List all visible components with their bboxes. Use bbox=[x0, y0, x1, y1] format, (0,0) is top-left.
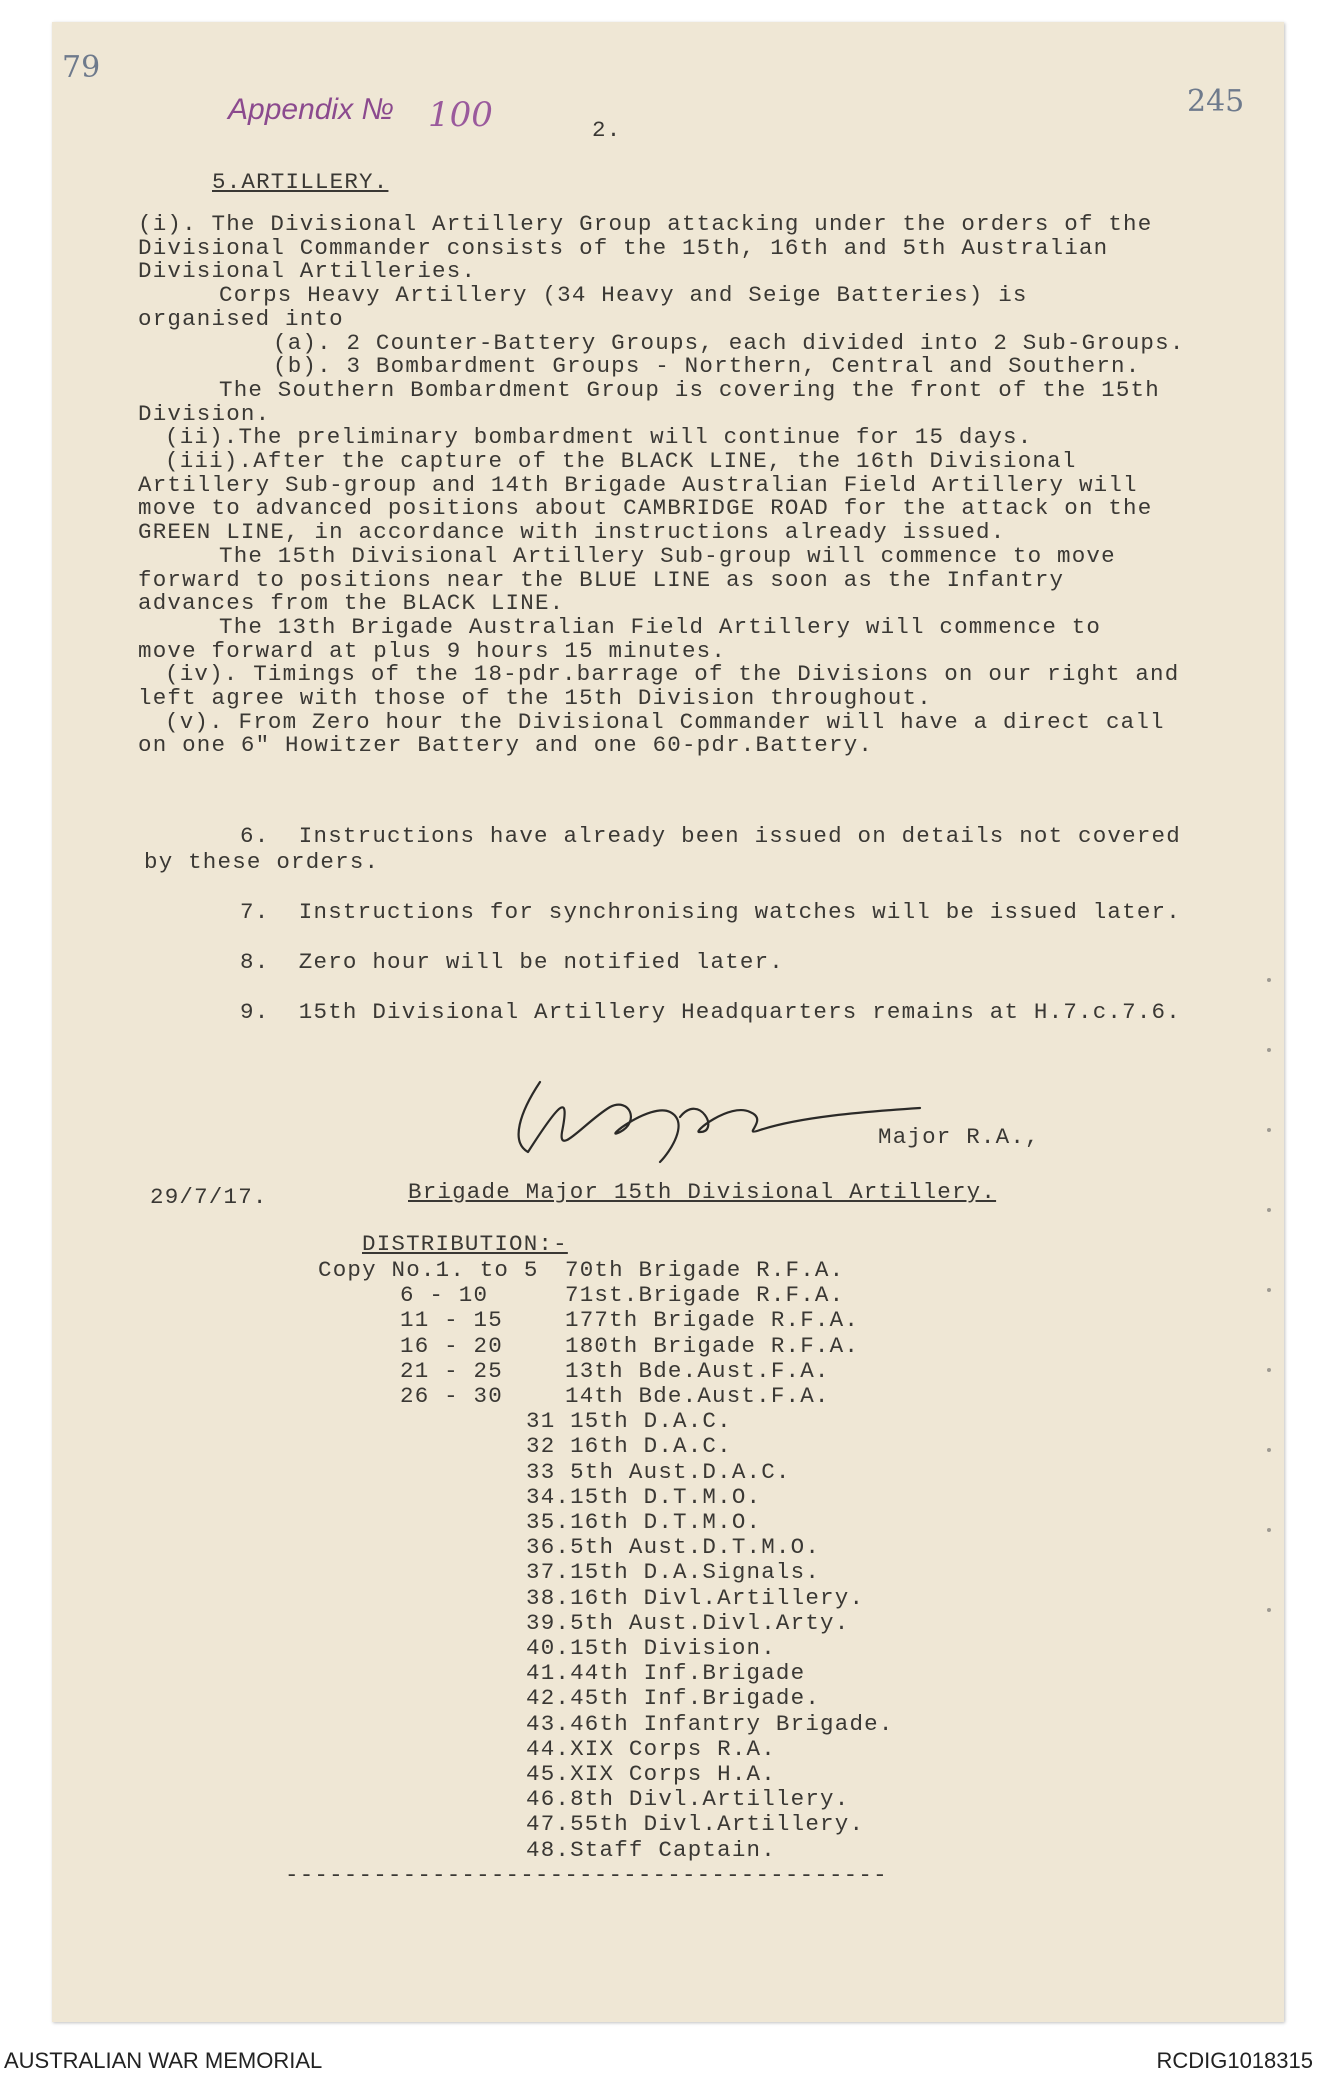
end-rule: ----------------------------------------- bbox=[285, 1862, 888, 1888]
distribution-copy-numbers: 26 - 30 bbox=[400, 1383, 503, 1409]
distribution-recipient: 36.5th Aust.D.T.M.O. bbox=[526, 1534, 821, 1561]
body-line: (iii).After the capture of the BLACK LINE, the 16th Divisional bbox=[165, 448, 1077, 474]
distribution-heading: DISTRIBUTION:- bbox=[362, 1231, 568, 1257]
corner-number: 245 bbox=[1187, 84, 1245, 119]
body-line: Division. bbox=[138, 400, 271, 427]
distribution-copy-numbers: 21 - 25 bbox=[400, 1357, 503, 1384]
section-heading: 5.ARTILLERY. bbox=[212, 169, 389, 195]
numbered-paragraph-line: 9. 15th Divisional Artillery Headquarters remains at H.7.c.7.6. bbox=[240, 999, 1181, 1025]
body-line: (v). From Zero hour the Divisional Commander will have a direct call bbox=[165, 708, 1165, 735]
distribution-recipient: 35.16th D.T.M.O. bbox=[526, 1509, 762, 1535]
body-line: (i). The Divisional Artillery Group attacking under the orders of the bbox=[138, 211, 1153, 237]
order-date: 29/7/17. bbox=[150, 1184, 268, 1210]
body-line: on one 6" Howitzer Battery and one 60-pdr.Battery. bbox=[138, 732, 874, 759]
distribution-recipient: 14th Bde.Aust.F.A. bbox=[565, 1383, 830, 1409]
distribution-recipient: 71st.Brigade R.F.A. bbox=[565, 1282, 845, 1309]
distribution-recipient: 39.5th Aust.Divl.Arty. bbox=[526, 1609, 850, 1636]
signature-scribble bbox=[500, 1062, 940, 1172]
distribution-recipient: 48.Staff Captain. bbox=[526, 1836, 776, 1863]
distribution-copy-numbers: Copy No.1. to 5 bbox=[318, 1257, 539, 1283]
appendix-label: Appendix № bbox=[228, 93, 394, 126]
distribution-recipient: 46.8th Divl.Artillery. bbox=[526, 1786, 850, 1813]
margin-number: 79 bbox=[62, 50, 101, 85]
distribution-copy-numbers: 6 - 10 bbox=[400, 1282, 489, 1309]
numbered-paragraph-line: 6. Instructions have already been issued on details not covered bbox=[240, 823, 1181, 849]
distribution-recipient: 41.44th Inf.Brigade bbox=[526, 1660, 806, 1687]
signatory-title: Brigade Major 15th Divisional Artillery. bbox=[408, 1179, 997, 1205]
distribution-copy-numbers: 11 - 15 bbox=[400, 1307, 503, 1334]
body-line: left agree with those of the 15th Division throughout. bbox=[138, 685, 932, 711]
body-line: Divisional Commander consists of the 15th, 16th and 5th Australian bbox=[138, 234, 1109, 261]
body-line: (iv). Timings of the 18-pdr.barrage of the Divisions on our right and bbox=[165, 661, 1180, 688]
distribution-recipient: 37.15th D.A.Signals. bbox=[526, 1559, 821, 1586]
binding-holes bbox=[1262, 960, 1276, 1660]
body-line: GREEN LINE, in accordance with instructions already issued. bbox=[138, 519, 1006, 546]
body-line: Corps Heavy Artillery (34 Heavy and Seige Batteries) is bbox=[219, 282, 1028, 309]
body-line: (a). 2 Counter-Battery Groups, each divided into 2 Sub-Groups. bbox=[273, 329, 1185, 356]
numbered-paragraph-line: by these orders. bbox=[144, 849, 380, 875]
distribution-recipient: 70th Brigade R.F.A. bbox=[565, 1257, 845, 1283]
distribution-recipient: 47.55th Divl.Artillery. bbox=[526, 1811, 865, 1838]
distribution-copy-numbers: 16 - 20 bbox=[400, 1332, 503, 1359]
body-line: Artillery Sub-group and 14th Brigade Australian Field Artillery will bbox=[138, 471, 1138, 498]
distribution-recipient: 44.XIX Corps R.A. bbox=[526, 1735, 776, 1762]
distribution-recipient: 13th Bde.Aust.F.A. bbox=[565, 1357, 830, 1384]
body-line: forward to positions near the BLUE LINE as soon as the Infantry bbox=[138, 566, 1065, 593]
signature-rank: Major R.A., bbox=[878, 1124, 1040, 1150]
distribution-recipient: 42.45th Inf.Brigade. bbox=[526, 1685, 821, 1712]
distribution-recipient: 40.15th Division. bbox=[526, 1635, 776, 1661]
distribution-recipient: 34.15th D.T.M.O. bbox=[526, 1483, 762, 1510]
body-line: The Southern Bombardment Group is covering the front of the 15th bbox=[219, 376, 1160, 403]
body-line: Divisional Artilleries. bbox=[138, 258, 477, 285]
footer-record-id: RCDIG1018315 bbox=[1156, 2048, 1313, 2073]
body-line: move to advanced positions about CAMBRIDGE ROAD for the attack on the bbox=[138, 495, 1153, 522]
distribution-recipient: 177th Brigade R.F.A. bbox=[565, 1307, 860, 1334]
page-number: 2. bbox=[592, 117, 622, 143]
distribution-recipient: 45.XIX Corps H.A. bbox=[526, 1761, 776, 1787]
body-line: (b). 3 Bombardment Groups - Northern, Central and Southern. bbox=[273, 353, 1141, 380]
distribution-recipient: 43.46th Infantry Brigade. bbox=[526, 1710, 894, 1737]
appendix-number: 100 bbox=[428, 95, 493, 135]
distribution-recipient: 180th Brigade R.F.A. bbox=[565, 1332, 860, 1359]
numbered-paragraph-line: 7. Instructions for synchronising watches will be issued later. bbox=[240, 899, 1181, 925]
footer-archive-name: AUSTRALIAN WAR MEMORIAL bbox=[4, 2048, 323, 2073]
distribution-recipient: 32 16th D.A.C. bbox=[526, 1433, 732, 1460]
body-line: advances from the BLACK LINE. bbox=[138, 590, 565, 617]
body-line: (ii).The preliminary bombardment will continue for 15 days. bbox=[165, 424, 1033, 451]
body-line: The 15th Divisional Artillery Sub-group will commence to move bbox=[219, 542, 1116, 569]
body-line: The 13th Brigade Australian Field Artillery will commence to bbox=[219, 613, 1102, 640]
body-line: move forward at plus 9 hours 15 minutes. bbox=[138, 637, 727, 664]
distribution-recipient: 38.16th Divl.Artillery. bbox=[526, 1584, 865, 1611]
body-line: organised into bbox=[138, 305, 344, 332]
distribution-recipient: 33 5th Aust.D.A.C. bbox=[526, 1458, 791, 1485]
numbered-paragraph-line: 8. Zero hour will be notified later. bbox=[240, 949, 784, 975]
distribution-recipient: 31 15th D.A.C. bbox=[526, 1408, 732, 1435]
